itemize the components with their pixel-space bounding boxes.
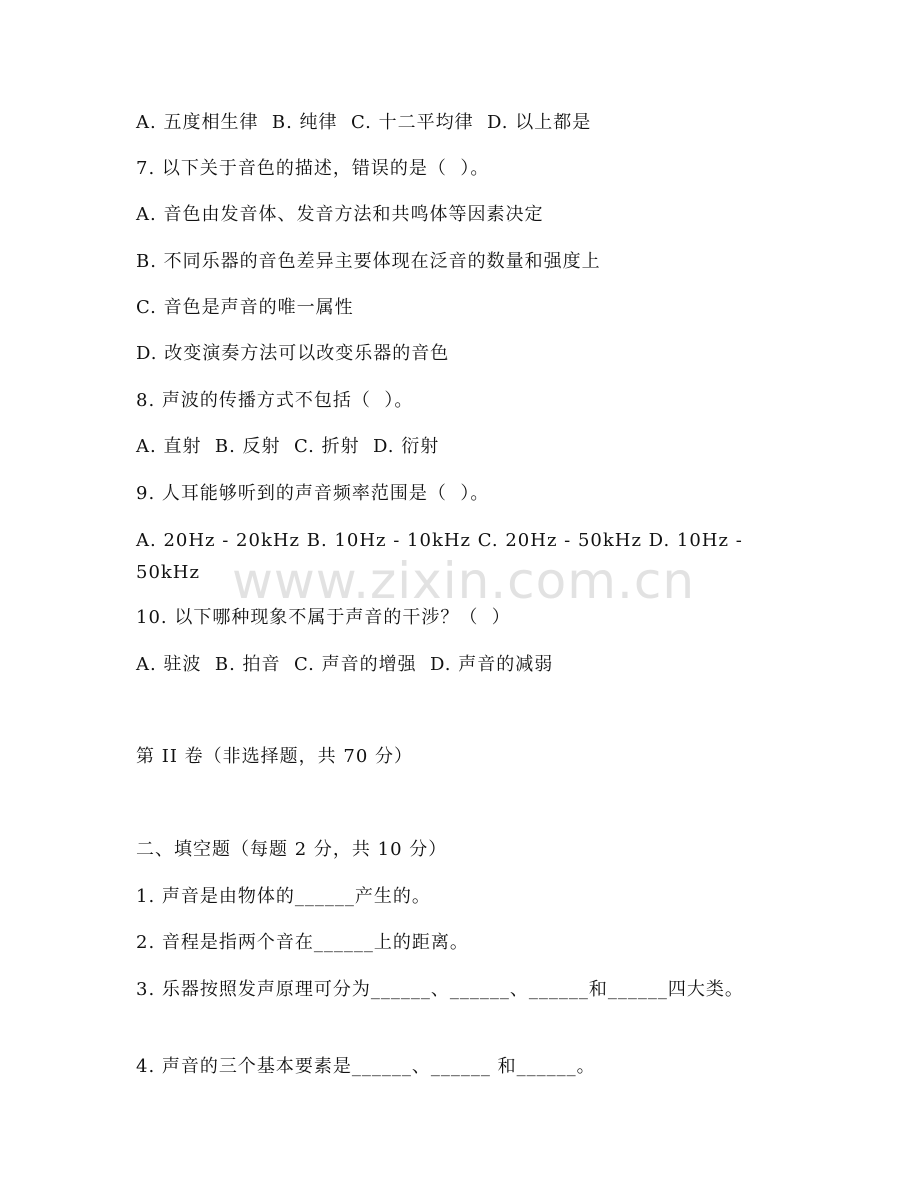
fill-blank-4: 4. 声音的三个基本要素是______、______ 和______。 [136,1056,596,1077]
q7-option-c: C. 音色是声音的唯一属性 [136,297,354,318]
question-9: 9. 人耳能够听到的声音频率范围是（ ）。 [136,483,490,504]
q8-options: A. 直射 B. 反射 C. 折射 D. 衍射 [136,436,440,457]
q10-options: A. 驻波 B. 拍音 C. 声音的增强 D. 声音的减弱 [136,654,554,675]
q7-option-b: B. 不同乐器的音色差异主要体现在泛音的数量和强度上 [136,251,601,272]
q7-option-a: A. 音色由发音体、发音方法和共鸣体等因素决定 [136,204,544,225]
q6-options: A. 五度相生律 B. 纯律 C. 十二平均律 D. 以上都是 [136,112,592,133]
fill-blank-section-title: 二、填空题（每题 2 分，共 10 分） [136,839,448,860]
fill-blank-2: 2. 音程是指两个音在______上的距离。 [136,932,469,953]
q9-options: A. 20Hz - 20kHz B. 10Hz - 10kHz C. 20Hz - 50kHz D. 10Hz - 50kHz [136,530,743,583]
watermark: www.zixin.com.cn [232,552,696,610]
section-part-2-title: 第 II 卷（非选择题，共 70 分） [136,746,414,767]
question-8: 8. 声波的传播方式不包括（ ）。 [136,390,414,411]
fill-blank-3: 3. 乐器按照发声原理可分为______、______、______和______四大类。 [136,979,744,1000]
fill-blank-1: 1. 声音是由物体的______产生的。 [136,886,431,907]
question-7: 7. 以下关于音色的描述，错误的是（ ）。 [136,158,490,179]
question-10: 10. 以下哪种现象不属于声音的干涉？（ ） [136,607,511,628]
q7-option-d: D. 改变演奏方法可以改变乐器的音色 [136,343,450,364]
